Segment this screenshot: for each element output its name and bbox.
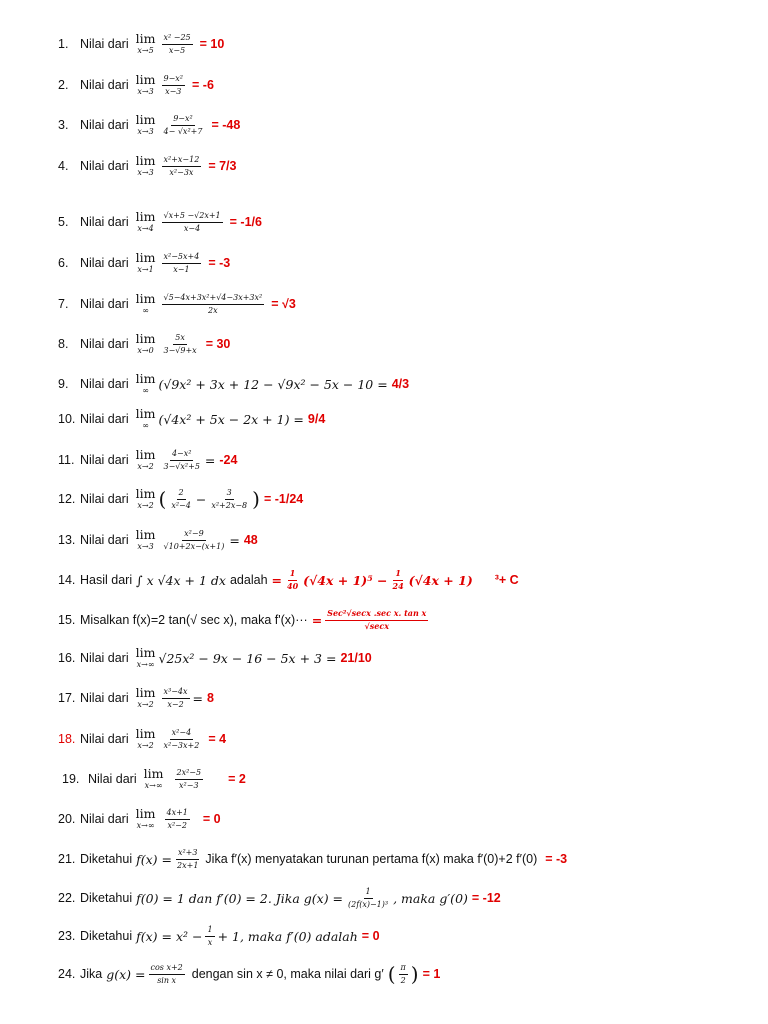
math-expression xyxy=(133,647,337,669)
problem-7 xyxy=(58,286,296,322)
numerator: x²+x−12 xyxy=(162,155,202,166)
problem-number: 18. xyxy=(58,732,76,746)
lim-label: lim xyxy=(135,371,156,387)
lim-subscript: x→4 xyxy=(137,223,154,233)
problem-text: Diketahui xyxy=(80,852,133,866)
problem-5 xyxy=(58,204,262,240)
problem-11 xyxy=(58,442,237,478)
problem-text: , maka g′(0) xyxy=(393,890,468,906)
lim-subscript: x→2 xyxy=(137,699,154,709)
math-expression xyxy=(133,211,226,233)
problem-text: Nilai dari xyxy=(80,78,129,92)
denominator: (2f(x)−1)³ xyxy=(348,899,389,909)
denominator: x²−2 xyxy=(167,820,187,830)
denominator: x²−4 xyxy=(171,500,191,510)
answer-equals: = xyxy=(271,572,283,588)
numerator: √x+5 −√2x+1 xyxy=(162,211,223,222)
denominator: x−5 xyxy=(168,45,186,55)
answer: 21/10 xyxy=(340,651,372,665)
numerator: 9−x² xyxy=(162,74,186,85)
problem-20 xyxy=(58,801,221,837)
lim-label: lim xyxy=(135,153,156,169)
answer: = 10 xyxy=(199,37,225,51)
problem-text: Nilai dari xyxy=(80,691,129,705)
math-expression xyxy=(133,114,208,136)
problem-number: 14. xyxy=(58,573,76,587)
problem-text: Nilai dari xyxy=(80,337,129,351)
denominator: 3−√x²+5 xyxy=(163,461,200,471)
answer-term: (√4x + 1) xyxy=(408,572,473,588)
lim-label: lim xyxy=(135,685,156,701)
numerator: 3 xyxy=(225,488,234,499)
function-definition: g(x) = xyxy=(106,966,146,982)
problem-18 xyxy=(58,721,226,757)
lim-label: lim xyxy=(135,72,156,88)
function-definition: f(x) = xyxy=(136,851,173,867)
denominator: x²+2x−8 xyxy=(211,500,248,510)
problem-text: Nilai dari xyxy=(80,256,129,270)
problem-number: 21. xyxy=(58,852,76,866)
lim-label: lim xyxy=(135,112,156,128)
numerator: Sec²√secx .sec x. tan x xyxy=(325,609,428,620)
expression: √25x² − 9x − 16 − 5x + 3 = xyxy=(158,650,337,666)
numerator: 2 xyxy=(177,488,186,499)
answer: = 0 xyxy=(361,929,380,943)
lim-label: lim xyxy=(135,806,156,822)
equals-sign: = xyxy=(204,452,216,468)
problem-19 xyxy=(62,761,246,797)
answer: 8 xyxy=(207,691,214,705)
problem-number: 9. xyxy=(58,377,69,391)
denominator: x²−3 xyxy=(179,780,199,790)
answer: ³+ C xyxy=(494,573,519,587)
lim-label: lim xyxy=(135,447,156,463)
math-expression xyxy=(133,449,216,471)
problem-text: + 1, maka f′(0) adalah xyxy=(217,928,358,944)
problem-text: Nilai dari xyxy=(80,297,129,311)
denominator: x²−3x+2 xyxy=(163,740,200,750)
problem-number: 8. xyxy=(58,337,69,351)
problem-number: 15. xyxy=(58,613,76,627)
math-expression xyxy=(133,529,240,551)
lim-label: lim xyxy=(135,291,156,307)
problem-number: 12. xyxy=(58,492,76,506)
numerator: √5−4x+3x²+√4−3x+3x² xyxy=(162,293,265,304)
problem-13 xyxy=(58,522,258,558)
numerator: x³−4x xyxy=(162,687,190,698)
lim-subscript: x→∞ xyxy=(144,780,163,790)
problem-number: 20. xyxy=(58,812,76,826)
problem-number: 1. xyxy=(58,37,69,51)
math-expression xyxy=(133,333,202,355)
numerator: x²−5x+4 xyxy=(162,252,202,263)
lim-subscript: ∞ xyxy=(142,420,149,430)
math-expression xyxy=(141,768,206,790)
problem-number: 17. xyxy=(58,691,76,705)
lim-subscript: x→∞ xyxy=(136,820,155,830)
numerator: 1 xyxy=(205,925,214,936)
problem-15 xyxy=(58,602,431,638)
problem-text: adalah xyxy=(229,573,268,587)
denominator: x²−3x xyxy=(169,167,194,177)
numerator: 4x+1 xyxy=(165,808,190,819)
lim-subscript: x→0 xyxy=(137,345,154,355)
answer: = -12 xyxy=(471,891,501,905)
math-expression xyxy=(133,408,304,430)
lim-subscript: ∞ xyxy=(142,385,149,395)
problem-12 xyxy=(58,481,303,517)
problem-text: Nilai dari xyxy=(80,377,129,391)
denominator: x−1 xyxy=(173,264,190,274)
denominator: 2 xyxy=(400,975,406,985)
problem-6 xyxy=(58,245,230,281)
lim-label: lim xyxy=(135,527,156,543)
denominator: 40 xyxy=(287,580,299,591)
problem-text: Nilai dari xyxy=(80,412,129,426)
answer: = 2 xyxy=(228,772,246,786)
expression: (√9x² + 3x + 12 − √9x² − 5x − 10 = xyxy=(158,376,388,392)
problem-14 xyxy=(58,562,519,598)
math-expression xyxy=(133,728,205,750)
math-expression xyxy=(133,373,388,395)
problem-text: Nilai dari xyxy=(80,159,129,173)
lim-subscript: x→3 xyxy=(137,86,154,96)
problem-2 xyxy=(58,67,214,103)
lim-subscript: x→3 xyxy=(137,126,154,136)
denominator: 24 xyxy=(392,580,404,591)
problem-number: 24. xyxy=(58,967,76,981)
problem-16 xyxy=(58,640,372,676)
answer: = 4 xyxy=(208,732,227,746)
answer: = 30 xyxy=(205,337,231,351)
math-expression xyxy=(133,74,188,96)
math-expression: lim x→2 ( $\frac{2}{\text{x²−4}}$ − $\frac{3}{\text{x²+2x−8}}$ ) xyxy=(135,486,260,511)
answer: = -3 xyxy=(545,852,568,866)
problem-text: Jika xyxy=(80,967,103,981)
math-expression xyxy=(136,925,358,946)
math-expression xyxy=(133,687,203,709)
lim-subscript: x→3 xyxy=(137,167,154,177)
lim-label: lim xyxy=(143,766,164,782)
numerator: x²+3 xyxy=(176,848,200,859)
problem-text: Nilai dari xyxy=(80,732,129,746)
denominator: sin x xyxy=(157,975,177,985)
lim-subscript: ∞ xyxy=(142,305,149,315)
problem-number: 13. xyxy=(58,533,76,547)
numerator: x² −25 xyxy=(162,33,193,44)
numerator: 1 xyxy=(364,887,373,898)
problem-text: Nilai dari xyxy=(80,453,129,467)
problem-24 xyxy=(58,956,440,992)
problem-text: Diketahui xyxy=(80,929,133,943)
denominator: √10+2x−(x+1) xyxy=(163,541,225,551)
problem-number: 7. xyxy=(58,297,69,311)
problem-21 xyxy=(58,841,567,877)
problem-number: 10. xyxy=(58,412,76,426)
lim-subscript: x→2 xyxy=(137,740,154,750)
math-expression: g(x) = $\frac{\text{cos x+2}}{\text{sin x}}$ dengan sin x ≠ 0, maka nilai dari g′ ( $\frac{\pi}{2}$ ) xyxy=(106,962,419,986)
expression: (√4x² + 5x − 2x + 1) = xyxy=(158,411,304,427)
problem-number: 16. xyxy=(58,651,76,665)
denominator: 4− √x²+7 xyxy=(163,126,203,136)
lim-subscript: x→2 xyxy=(137,500,154,510)
denominator: x−2 xyxy=(167,699,184,709)
answer: = -1/24 xyxy=(263,492,304,506)
math-expression xyxy=(312,609,432,630)
lim-label: lim xyxy=(135,331,156,347)
problem-number: 6. xyxy=(58,256,69,270)
math-expression xyxy=(133,33,196,55)
math-expression xyxy=(136,569,473,590)
problem-text: Nilai dari xyxy=(80,492,129,506)
math-expression xyxy=(133,155,205,177)
problem-3 xyxy=(58,107,240,143)
problem-text: f(0) = 1 dan f′(0) = 2. Jika g(x) = xyxy=(136,890,344,906)
numerator: x²−9 xyxy=(182,529,206,540)
problem-text: Nilai dari xyxy=(80,651,129,665)
problem-number: 4. xyxy=(58,159,69,173)
math-expression xyxy=(133,808,193,830)
numerator: 4−x² xyxy=(170,449,194,460)
answer: = 7/3 xyxy=(208,159,237,173)
lim-label: lim xyxy=(135,486,156,502)
problem-number: 5. xyxy=(58,215,69,229)
answer: -24 xyxy=(219,453,238,467)
numerator: 9−x² xyxy=(171,114,195,125)
numerator: cos x+2 xyxy=(149,963,185,974)
numerator: 1 xyxy=(393,569,403,580)
lim-label: lim xyxy=(135,726,156,742)
answer-term: (√4x + 1)⁵ − xyxy=(303,572,388,588)
answer: = -1/6 xyxy=(229,215,262,229)
numerator: 2x²−5 xyxy=(175,768,204,779)
problem-number: 23. xyxy=(58,929,76,943)
numerator: 1 xyxy=(288,569,298,580)
problem-text: Nilai dari xyxy=(80,215,129,229)
problem-text: Nilai dari xyxy=(88,772,137,786)
problem-8 xyxy=(58,326,230,362)
answer: = -6 xyxy=(192,78,214,92)
math-expression xyxy=(133,293,268,315)
equals-sign: = xyxy=(192,690,204,706)
problem-text: Hasil dari xyxy=(80,573,133,587)
answer: = 0 xyxy=(202,812,221,826)
equals-sign: = xyxy=(229,532,240,548)
lim-label: lim xyxy=(135,406,156,422)
problem-text: Misalkan f(x)=2 tan(√ sec x), maka f'(x)··· xyxy=(80,613,308,627)
denominator: 2x xyxy=(208,305,218,315)
problem-17 xyxy=(58,680,214,716)
denominator: 2x+1 xyxy=(177,860,199,870)
denominator: x xyxy=(207,937,213,947)
lim-subscript: x→2 xyxy=(137,461,154,471)
problem-text: dengan sin x ≠ 0, maka nilai dari g′ xyxy=(191,967,384,981)
problem-text: Diketahui xyxy=(80,891,133,905)
lim-label: lim xyxy=(135,645,156,661)
lim-subscript: x→1 xyxy=(137,264,154,274)
problem-number: 2. xyxy=(58,78,69,92)
numerator: x²−4 xyxy=(170,728,194,739)
lim-label: lim xyxy=(135,250,156,266)
problem-22 xyxy=(58,880,501,916)
integral-expression: ∫ x √4x + 1 dx xyxy=(136,572,226,588)
answer: = √3 xyxy=(271,297,296,311)
math-expression xyxy=(133,252,205,274)
problem-9 xyxy=(58,366,409,402)
math-expression xyxy=(136,887,468,908)
answer: = -3 xyxy=(208,256,231,270)
denominator: 3−√9+x xyxy=(163,345,197,355)
problem-text: f(x) = x² − xyxy=(136,928,203,944)
problem-text: Jika f′(x) menyatakan turunan pertama f(x) maka f′(0)+2 f′(0) xyxy=(205,852,538,866)
answer-equals: = xyxy=(311,612,323,628)
denominator: x−4 xyxy=(183,223,201,233)
answer: 4/3 xyxy=(391,377,410,391)
problem-1 xyxy=(58,26,224,62)
problem-10 xyxy=(58,401,325,437)
numerator: 5x xyxy=(173,333,187,344)
problem-23 xyxy=(58,918,380,954)
lim-label: lim xyxy=(135,31,156,47)
lim-subscript: x→5 xyxy=(137,45,154,55)
denominator: x−3 xyxy=(165,86,182,96)
answer: = 1 xyxy=(422,967,441,981)
problem-number: 22. xyxy=(58,891,76,905)
lim-label: lim xyxy=(135,209,156,225)
answer: = -48 xyxy=(211,118,241,132)
math-expression xyxy=(136,848,541,869)
numerator: π xyxy=(399,963,408,974)
answer: 48 xyxy=(243,533,258,547)
problem-4 xyxy=(58,148,236,184)
problem-text: Nilai dari xyxy=(80,812,129,826)
problem-number: 11. xyxy=(58,453,75,467)
problem-number: 3. xyxy=(58,118,69,132)
answer: 9/4 xyxy=(307,412,326,426)
lim-subscript: x→3 xyxy=(137,541,154,551)
lim-subscript: x→∞ xyxy=(136,659,155,669)
problem-number: 19. xyxy=(62,772,80,786)
problem-text: Nilai dari xyxy=(80,118,129,132)
problem-text: Nilai dari xyxy=(80,533,129,547)
denominator: √secx xyxy=(364,620,389,631)
problem-text: Nilai dari xyxy=(80,37,129,51)
